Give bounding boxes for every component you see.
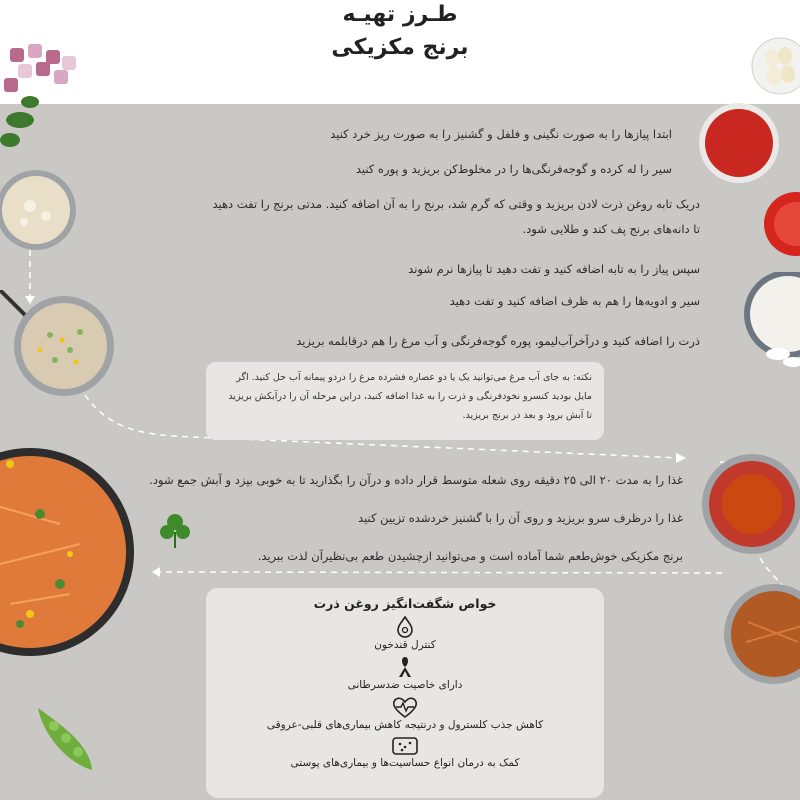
properties-title: خواص شگفت‌انگیز روغن ذرت [313, 596, 497, 611]
property-label: دارای خاصیت ضدسرطانی [347, 679, 463, 691]
step-6: ذرت را اضافه کنید و درآخرآب‌لیمو، پوره گوجه‌فرنگی و آب مرغ را هم درقابلمه بریزید [296, 334, 700, 348]
note-box [206, 362, 604, 440]
pan-rice-illustration [0, 168, 90, 258]
pan-vegetables-illustration [0, 290, 130, 400]
skin-care-icon [390, 735, 420, 757]
step-1: ابتدا پیازها را به صورت نگینی و فلفل و گشنیز را به صورت ریز خرد کنید [330, 127, 672, 141]
heart-pulse-icon [390, 695, 420, 719]
step-4: سپس پیاز را به تابه اضافه کنید و تفت دهید تا پیازها نرم شوند [408, 262, 700, 276]
cooked-rice-pan-illustration [718, 582, 800, 692]
onion-illustration [0, 40, 90, 160]
arrow-head-2 [676, 453, 686, 463]
flow-arrow-5 [160, 572, 722, 573]
step-3-cont: تا دانه‌های برنج پف کند و طلایی شود. [522, 222, 700, 236]
property-item [206, 655, 604, 691]
step-9: برنج مکزیکی خوش‌طعم شما آماده است و می‌توانید ازچشیدن طعم بی‌نظیرآن لذت ببرید. [257, 549, 683, 563]
property-label: کاهش جذب کلسترول و درنتیجه کاهش بیماری‌های قلبی-عروقی [266, 719, 544, 731]
tomato-sauce-pan-illustration [690, 452, 800, 556]
rice-bowl-illustration [738, 272, 800, 368]
tomato-slice-illustration [760, 190, 800, 260]
property-item [206, 695, 604, 731]
awareness-ribbon-icon [393, 655, 417, 679]
pea-pod-illustration [30, 704, 100, 774]
step-5: سیر و ادویه‌ها را هم به ظرف اضافه کنید و تفت دهید [449, 294, 700, 308]
note-line-1: نکته: به جای آب مرغ می‌توانید یک یا دو عصاره فشرده مرغ را دردو پیمانه آب حل کنید. اگر [236, 372, 592, 383]
tomato-puree-illustration [696, 100, 782, 186]
note-line-2: مایل بودید کنسرو نخودفرنگی و ذرت را به غذا اضافه کنید، دراین مرحله آن را درآبکش بریزید [228, 391, 592, 402]
blood-drop-icon [393, 615, 417, 639]
property-label: کنترل قندخون [374, 639, 436, 651]
property-label: کمک به درمان انواع حساسیت‌ها و بیماری‌های پوستی [290, 757, 520, 769]
step-3: دریک تابه روغن ذرت لادن بریزید و وقتی که گرم شد، برنج را به آن اضافه کنید. مدتی برنج را تفت دهید [212, 197, 700, 211]
step-2: سیر را له کرده و گوجه‌فرنگی‌ها را در مخلوط‌کن بریزید و پوره کنید [355, 162, 672, 176]
property-item [206, 615, 604, 651]
step-7: غذا را به مدت ۲۰ الی ۲۵ دقیقه روی شعله متوسط قرار داده و درآن را بگذارید تا به خوبی بپزد و آبش جمع شود. [149, 473, 683, 487]
properties-box [206, 588, 604, 798]
mexican-rice-plate-illustration [0, 444, 135, 664]
garlic-illustration [750, 36, 800, 96]
arrow-head-3 [152, 567, 160, 577]
title-line-1: طـرز تهیـه [342, 2, 458, 27]
note-line-3: تا آبش برود و بعد در برنج بریزید. [462, 410, 592, 421]
title-line-2: برنج مکزیکی [331, 35, 469, 60]
step-8: غذا را درظرف سرو بریزید و روی آن را با گشنیز خردشده تزیین کنید [358, 511, 683, 525]
property-item [206, 735, 604, 769]
